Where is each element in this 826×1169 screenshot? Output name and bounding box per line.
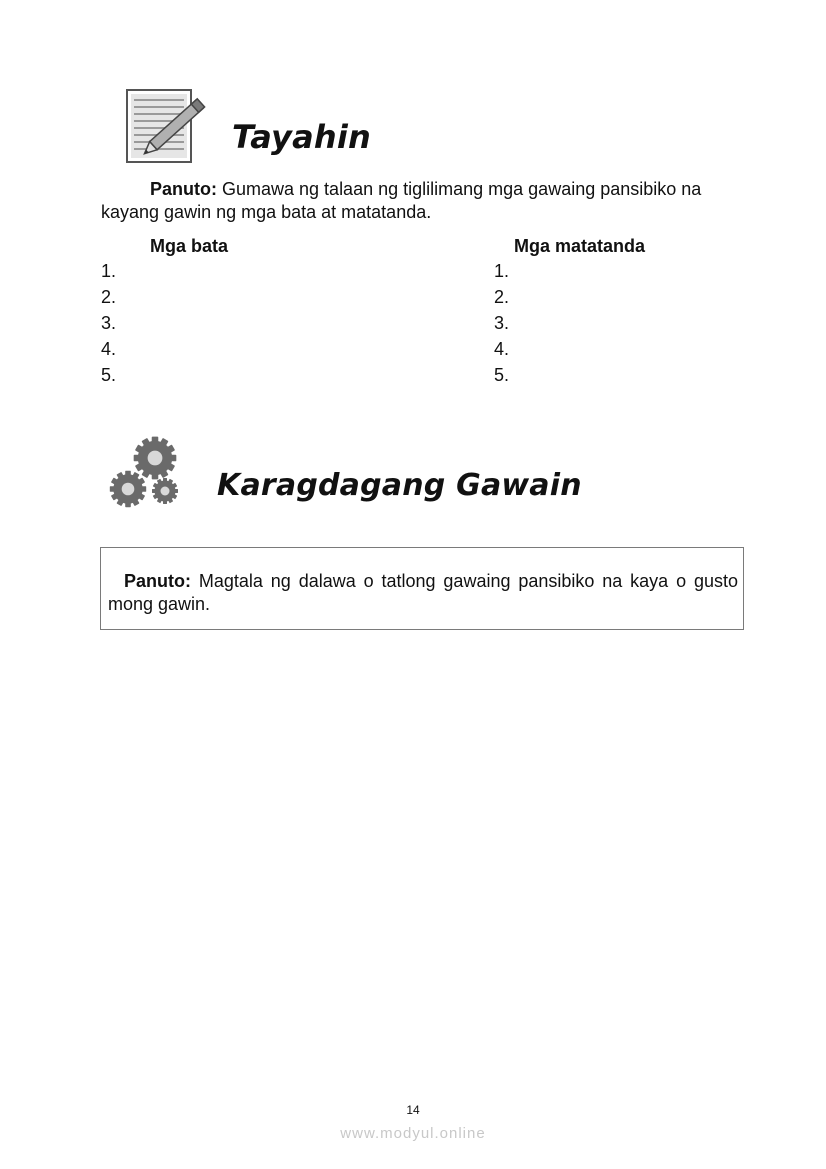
list-mga-matatanda	[494, 258, 509, 388]
tayahin-instruction	[101, 178, 741, 224]
list-mga-bata	[101, 258, 116, 388]
instruction-label: Panuto:	[150, 179, 217, 199]
watermark: www.modyul.online	[340, 1125, 486, 1142]
list-item: 3.	[494, 313, 510, 333]
list-item: 5.	[101, 365, 117, 385]
column-heading-mga-matatanda: Mga matatanda	[514, 236, 646, 256]
list-item: 1.	[494, 261, 510, 281]
gears-icon	[108, 434, 186, 512]
list-item: 5.	[494, 365, 510, 385]
list-item: 1.	[101, 261, 117, 281]
list-item: 2.	[101, 287, 117, 307]
instruction-text: Gumawa ng talaan ng tiglilimang mga gawaing pansibiko na kayang gawin ng mga bata at matatanda.	[101, 179, 702, 222]
page-number: 14	[406, 1103, 420, 1117]
list-item: 2.	[494, 287, 510, 307]
karagdagang-gawain-title: Karagdagang Gawain	[217, 468, 582, 503]
instruction-label: Panuto:	[124, 571, 191, 591]
tayahin-title: Tayahin	[232, 118, 372, 156]
instruction-text: Magtala ng dalawa o tatlong gawaing pansibiko na kaya o gusto mong gawin.	[108, 571, 738, 614]
notepad-pencil-icon	[124, 86, 220, 166]
list-item: 3.	[101, 313, 117, 333]
karagdagang-gawain-instruction	[108, 570, 738, 616]
list-item: 4.	[494, 339, 510, 359]
list-item: 4.	[101, 339, 117, 359]
column-heading-mga-bata: Mga bata	[150, 236, 229, 256]
